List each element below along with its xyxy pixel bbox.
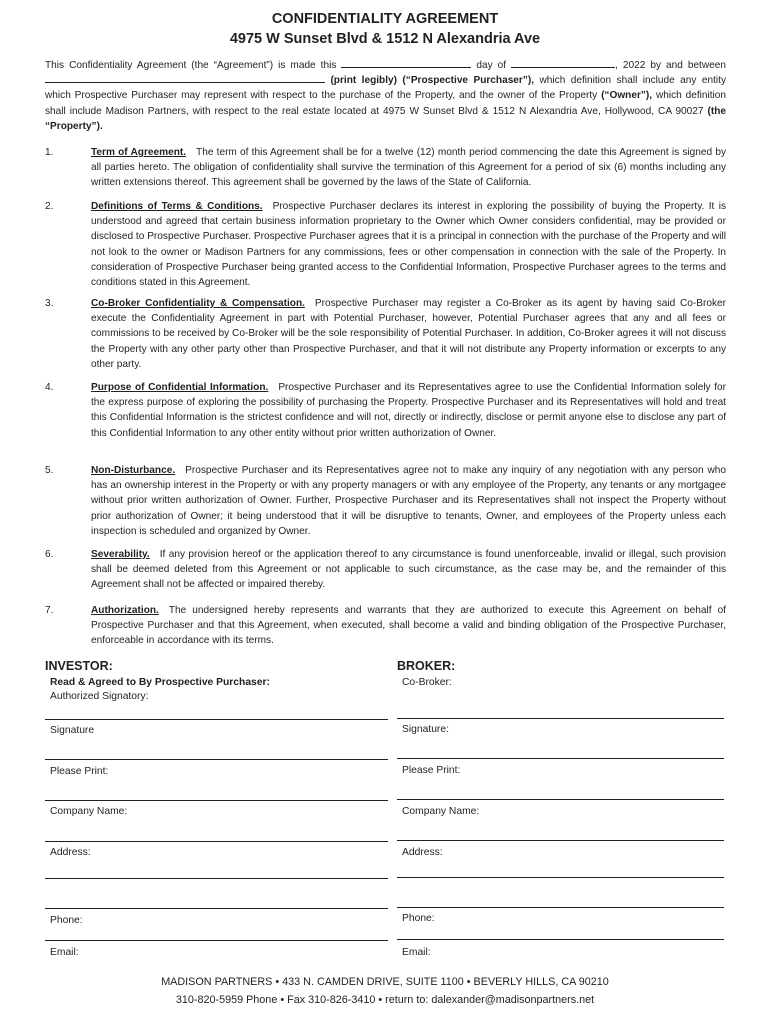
section-number: 5.	[45, 465, 54, 476]
section-text: The undersigned hereby represents and warrants that they are authorized to execute this Agreement on behalf of Prospective Purchaser and that this Agreement, when executed, shall become a valid and binding obligation of the Prospective Purchaser, enforceable in accordance with its terms.	[91, 605, 726, 647]
date-day-blank[interactable]	[341, 58, 471, 68]
section-heading: Severability.	[91, 549, 150, 560]
purchaser-name-blank[interactable]	[45, 73, 325, 83]
investor-company-label: Company Name:	[50, 806, 128, 817]
broker-phone-line[interactable]	[397, 907, 724, 908]
section-text: Prospective Purchaser and its Representatives agree to use the Confidential Information solely for the express purpose of exploring the possibility of purchasing the Property. Prospective Purchaser and its Representatives will hold and treat this Confidential Information is the strictest confidence and will not, directly or indirectly, disclose or permit anyone else to disclose any part of this Confidential Information to any other entity without prior written authorization of Owner.	[91, 382, 726, 439]
section-number: 1.	[45, 147, 54, 158]
intro-text-8: (the “Property”).	[45, 105, 726, 132]
investor-signature-label: Signature	[50, 725, 95, 736]
broker-signature-line[interactable]	[397, 718, 724, 719]
intro-text-5: which definition shall include any entity which Prospective Purchaser may represent with respect to the purchase of the Property, and the owner of the Property	[45, 75, 726, 102]
co-broker-label: Co-Broker:	[402, 677, 452, 688]
intro-text-7: which definition shall include Madison Partners, with respect to the real estate located at 4975 W Sunset Blvd & 1512 N Alexandria Ave, Hollywood, CA 90027	[45, 90, 727, 117]
section-text: The term of this Agreement shall be for a twelve (12) month period commencing the date this Agreement is signed by all parties hereto. The obligation of confidentiality shall survive the termination of this Agreement for a period of six (6) months including any written extensions thereof. This agreement shall be governed by the laws of the State of California.	[91, 147, 726, 189]
broker-address-line[interactable]	[397, 840, 724, 841]
footer-contact: 310-820-5959 Phone • Fax 310-826-3410 • return to: dalexander@madisonpartners.net	[175, 994, 595, 1006]
intro-paragraph	[45, 58, 726, 134]
broker-address-line-2[interactable]	[397, 877, 724, 878]
section-3	[45, 296, 726, 372]
broker-company-label: Company Name:	[402, 806, 480, 817]
investor-print-line[interactable]	[45, 759, 388, 760]
broker-address-label: Address:	[402, 847, 443, 858]
intro-text-2: day of	[476, 60, 507, 71]
section-heading: Definitions of Terms & Conditions.	[91, 201, 263, 212]
section-6	[45, 547, 726, 593]
investor-signatory-label: Authorized Signatory:	[50, 691, 149, 702]
document-title: CONFIDENTIALITY AGREEMENT	[271, 11, 499, 27]
section-heading: Non-Disturbance.	[91, 465, 176, 476]
section-text: Prospective Purchaser and its Representatives agree not to make any inquiry of any negotiation with any person who has an ownership interest in the Property or with any property managers or with any employee of the Property, any tenants or any mortgagee without prior written authorization of Owner. Further, Prospective Purchaser and its Representatives shall not inspect the Property without prior authorization of Owner; it being understood that it will be disruptive to tenants, Owner, and employees of the Property unless each inspection is scheduled and organized by Owner.	[91, 465, 726, 537]
date-month-blank[interactable]	[511, 58, 615, 68]
broker-email-line[interactable]	[397, 939, 724, 940]
intro-text-3: , 2022 by and between	[615, 60, 726, 71]
section-heading: Purpose of Confidential Information.	[91, 382, 269, 393]
section-number: 3.	[45, 298, 54, 309]
section-number: 4.	[45, 382, 54, 393]
footer-address: MADISON PARTNERS • 433 N. CAMDEN DRIVE, SUITE 1100 • BEVERLY HILLS, CA 90210	[161, 976, 609, 988]
section-heading: Term of Agreement.	[91, 147, 187, 158]
broker-company-line[interactable]	[397, 799, 724, 800]
broker-heading: BROKER:	[397, 659, 456, 673]
section-number: 7.	[45, 605, 54, 616]
section-4	[45, 380, 726, 441]
investor-email-label: Email:	[50, 947, 79, 958]
intro-text-4: (print legibly) (“Prospective Purchaser”),	[330, 75, 535, 87]
broker-print-label: Please Print:	[402, 765, 461, 776]
section-text: Prospective Purchaser declares its interest in exploring the possibility of buying the Property. It is understood and agreed that certain business information proprietary to the Owner which Owner considers confidential, may be provided or disclosed to Prospective Purchaser. Prospective Purchaser agrees that it is a principal in connection with the purchase of the Property and will not look to the owner or Madison Partners for any commissions, fees or other compensation in connection with the sale of the Property. In consideration of Prospective Purchaser being granted access to the Confidential Information, Prospective Purchaser agrees to the terms and conditions stated in this Agreement.	[91, 201, 726, 289]
section-text: Prospective Purchaser may register a Co-Broker as its agent by having said Co-Broker execute the Confidentiality Agreement in part with Potential Purchaser, however, Potential Purchaser agrees that any and all fees or commissions to be received by Co-Broker will be the sole responsibility of Potential Purchaser. In addition, Co-Broker agrees it will not discuss the Property with any other party other than Prospective Purchaser, and that it will not distribute any Property information or excerpts to any other party.	[91, 298, 727, 370]
section-1	[45, 145, 726, 191]
investor-company-line[interactable]	[45, 800, 388, 801]
broker-phone-label: Phone:	[402, 913, 435, 924]
section-number: 2.	[45, 201, 54, 212]
section-7	[45, 603, 726, 649]
intro-text-1: This Confidentiality Agreement (the “Agreement”) is made this	[45, 60, 337, 71]
investor-phone-line[interactable]	[45, 908, 388, 909]
investor-signature-line[interactable]	[45, 719, 388, 720]
investor-email-line[interactable]	[45, 940, 388, 941]
section-5	[45, 463, 726, 539]
intro-text-6: (“Owner”),	[601, 90, 653, 102]
investor-phone-label: Phone:	[50, 915, 83, 926]
investor-heading: INVESTOR:	[45, 659, 113, 673]
investor-print-label: Please Print:	[50, 766, 109, 777]
property-subtitle: 4975 W Sunset Blvd & 1512 N Alexandria Ave	[229, 31, 541, 47]
broker-signature-label: Signature:	[402, 724, 449, 735]
investor-agreed-label: Read & Agreed to By Prospective Purchaser:	[50, 677, 270, 688]
section-text: If any provision hereof or the application thereof to any circumstance is found unenforceable, invalid or illegal, such provision shall be deemed deleted from this Agreement or not applicable to such circumstance, as the case may be, and the remainder of this Agreement shall not be affected or impaired thereby.	[91, 549, 726, 591]
investor-address-line[interactable]	[45, 841, 388, 842]
section-heading: Authorization.	[91, 605, 159, 616]
investor-address-label: Address:	[50, 847, 91, 858]
investor-address-line-2[interactable]	[45, 878, 388, 879]
section-heading: Co-Broker Confidentiality & Compensation.	[91, 298, 305, 309]
section-number: 6.	[45, 549, 54, 560]
section-2	[45, 199, 726, 290]
broker-print-line[interactable]	[397, 758, 724, 759]
broker-email-label: Email:	[402, 947, 431, 958]
